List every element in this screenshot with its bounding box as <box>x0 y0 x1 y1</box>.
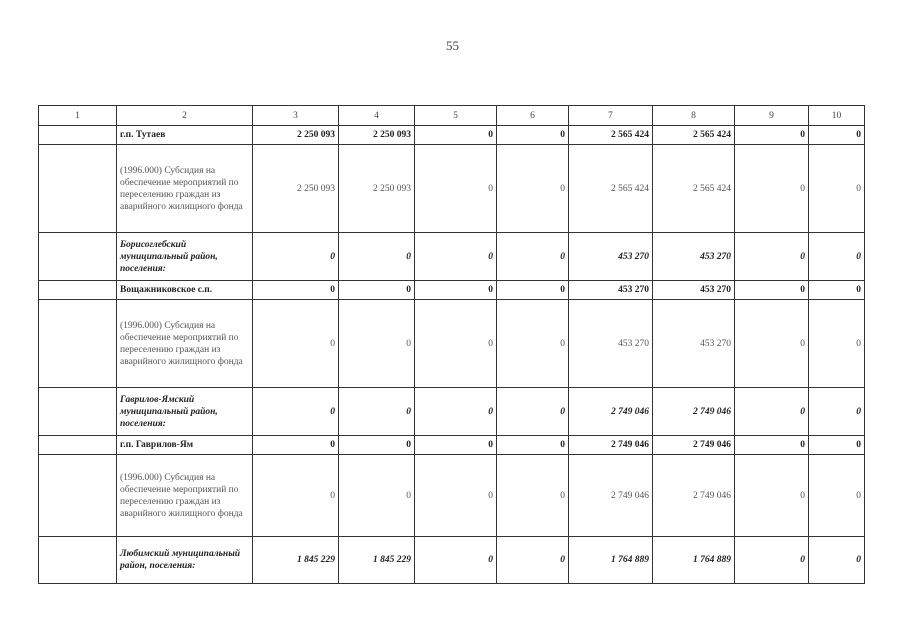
value-cell: 0 <box>497 455 569 537</box>
value-cell: 0 <box>809 436 865 455</box>
value-cell: 0 <box>497 537 569 584</box>
value-cell: 0 <box>497 145 569 233</box>
value-cell: 0 <box>253 436 339 455</box>
value-cell: 453 270 <box>569 300 653 388</box>
value-cell: 2 250 093 <box>339 126 415 145</box>
page-number: 55 <box>446 38 459 53</box>
value-cell: 2 749 046 <box>569 455 653 537</box>
table-header-row <box>39 106 865 126</box>
value-cell: 0 <box>253 233 339 281</box>
value-cell: 0 <box>809 388 865 436</box>
row-code-cell <box>39 455 117 537</box>
value-cell: 1 764 889 <box>569 537 653 584</box>
value-cell: 0 <box>735 145 809 233</box>
value-cell: 0 <box>339 388 415 436</box>
column-number: 9 <box>735 106 809 126</box>
value-cell: 0 <box>809 281 865 300</box>
table-row <box>39 388 865 436</box>
row-name-cell: (1996.000) Субсидия на обеспечение мероприятий по переселению граждан из аварийного жилищного фонда <box>117 300 253 388</box>
value-cell: 0 <box>253 281 339 300</box>
value-cell: 2 749 046 <box>653 436 735 455</box>
row-code-cell <box>39 388 117 436</box>
row-code-cell <box>39 281 117 300</box>
value-cell: 0 <box>415 537 497 584</box>
value-cell: 2 749 046 <box>653 388 735 436</box>
column-number: 6 <box>497 106 569 126</box>
value-cell: 0 <box>339 233 415 281</box>
value-cell: 0 <box>339 300 415 388</box>
row-name-cell: Вощажниковское с.п. <box>117 281 253 300</box>
value-cell: 0 <box>339 436 415 455</box>
row-code-cell <box>39 537 117 584</box>
row-name-cell: (1996.000) Субсидия на обеспечение мероприятий по переселению граждан из аварийного жилищного фонда <box>117 455 253 537</box>
value-cell: 0 <box>735 455 809 537</box>
table-row <box>39 537 865 584</box>
value-cell: 2 749 046 <box>569 388 653 436</box>
row-code-cell <box>39 145 117 233</box>
budget-table <box>38 105 865 584</box>
value-cell: 2 250 093 <box>339 145 415 233</box>
value-cell: 0 <box>735 537 809 584</box>
value-cell: 0 <box>497 281 569 300</box>
column-number: 10 <box>809 106 865 126</box>
value-cell: 0 <box>809 145 865 233</box>
column-number: 4 <box>339 106 415 126</box>
value-cell: 0 <box>339 455 415 537</box>
value-cell: 0 <box>497 300 569 388</box>
value-cell: 453 270 <box>569 233 653 281</box>
value-cell: 0 <box>415 145 497 233</box>
row-code-cell <box>39 126 117 145</box>
value-cell: 1 764 889 <box>653 537 735 584</box>
value-cell: 0 <box>735 300 809 388</box>
column-number: 7 <box>569 106 653 126</box>
row-code-cell <box>39 300 117 388</box>
value-cell: 0 <box>339 281 415 300</box>
value-cell: 0 <box>735 436 809 455</box>
row-name-cell: г.п. Тутаев <box>117 126 253 145</box>
value-cell: 0 <box>497 233 569 281</box>
value-cell: 0 <box>809 537 865 584</box>
value-cell: 0 <box>253 300 339 388</box>
column-number: 8 <box>653 106 735 126</box>
value-cell: 0 <box>415 436 497 455</box>
value-cell: 0 <box>735 388 809 436</box>
row-name-cell: г.п. Гаврилов-Ям <box>117 436 253 455</box>
value-cell: 0 <box>415 126 497 145</box>
table-row <box>39 233 865 281</box>
table-row <box>39 455 865 537</box>
column-number: 1 <box>39 106 117 126</box>
column-number: 2 <box>117 106 253 126</box>
value-cell: 2 565 424 <box>569 145 653 233</box>
value-cell: 0 <box>735 233 809 281</box>
value-cell: 2 565 424 <box>569 126 653 145</box>
value-cell: 0 <box>497 126 569 145</box>
value-cell: 2 565 424 <box>653 145 735 233</box>
row-code-cell <box>39 233 117 281</box>
value-cell: 0 <box>809 126 865 145</box>
value-cell: 0 <box>415 388 497 436</box>
value-cell: 0 <box>497 388 569 436</box>
table-row <box>39 281 865 300</box>
value-cell: 0 <box>415 233 497 281</box>
value-cell: 453 270 <box>569 281 653 300</box>
column-number: 5 <box>415 106 497 126</box>
row-name-cell: Любимский муниципальный район, поселения: <box>117 537 253 584</box>
value-cell: 2 749 046 <box>653 455 735 537</box>
value-cell: 453 270 <box>653 233 735 281</box>
value-cell: 0 <box>809 455 865 537</box>
value-cell: 2 565 424 <box>653 126 735 145</box>
table-row <box>39 300 865 388</box>
value-cell: 0 <box>253 388 339 436</box>
row-name-cell: (1996.000) Субсидия на обеспечение мероприятий по переселению граждан из аварийного жилищного фонда <box>117 145 253 233</box>
value-cell: 453 270 <box>653 281 735 300</box>
table-row <box>39 145 865 233</box>
row-name-cell: Борисоглебский муниципальный район, поселения: <box>117 233 253 281</box>
value-cell: 0 <box>735 281 809 300</box>
value-cell: 0 <box>415 455 497 537</box>
value-cell: 2 250 093 <box>253 126 339 145</box>
value-cell: 453 270 <box>653 300 735 388</box>
value-cell: 0 <box>735 126 809 145</box>
value-cell: 0 <box>253 455 339 537</box>
table-row <box>39 126 865 145</box>
row-name-cell: Гаврилов-Ямский муниципальный район, поселения: <box>117 388 253 436</box>
value-cell: 0 <box>809 233 865 281</box>
table-row <box>39 436 865 455</box>
value-cell: 2 749 046 <box>569 436 653 455</box>
value-cell: 1 845 229 <box>253 537 339 584</box>
value-cell: 1 845 229 <box>339 537 415 584</box>
value-cell: 0 <box>809 300 865 388</box>
value-cell: 2 250 093 <box>253 145 339 233</box>
column-number: 3 <box>253 106 339 126</box>
value-cell: 0 <box>497 436 569 455</box>
row-code-cell <box>39 436 117 455</box>
value-cell: 0 <box>415 281 497 300</box>
value-cell: 0 <box>415 300 497 388</box>
